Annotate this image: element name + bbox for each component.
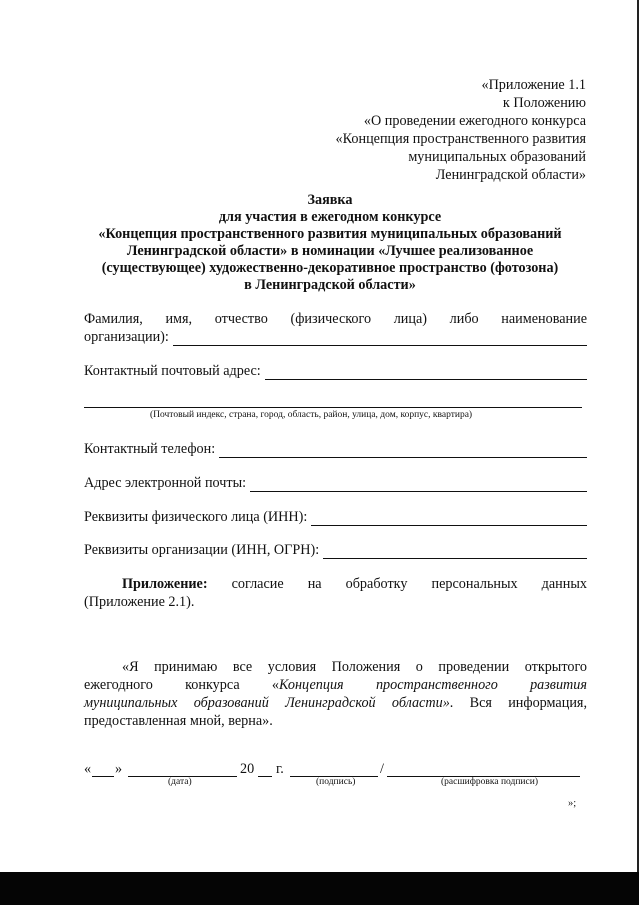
slash: / <box>380 761 384 777</box>
email-field <box>84 474 587 492</box>
decode-hint: (расшифровка подписи) <box>441 777 538 787</box>
email-label: Адрес электронной почты: <box>84 475 247 491</box>
name-field <box>84 328 587 346</box>
declaration-line <box>84 676 587 694</box>
name-field-label-cont: организации): <box>84 329 169 345</box>
declaration-line: «Я принимаю все условия Положения о проведении открытого <box>122 659 587 675</box>
closing-quote: »; <box>568 798 577 809</box>
attachment-text-cont: (Приложение 2.1). <box>84 594 195 610</box>
address-input-line-2[interactable] <box>84 407 582 408</box>
org-requisites-label: Реквизиты организации (ИНН, ОГРН): <box>84 542 320 558</box>
annex-line: «Концепция пространственного развития <box>335 131 586 147</box>
sign-hint: (подпись) <box>316 777 356 787</box>
title-line: Заявка <box>307 192 353 208</box>
annex-line: Ленинградской области» <box>435 167 586 183</box>
org-requisites-input-line[interactable] <box>323 544 587 559</box>
phone-field <box>84 440 587 458</box>
person-requisites-field <box>84 508 587 526</box>
declaration-line: предоставленная мной, верна». <box>84 713 273 729</box>
year-prefix: 20 <box>240 761 255 777</box>
declaration-text: . Вся информация, <box>449 695 587 711</box>
annex-line: «О проведении ежегодного конкурса <box>363 113 586 129</box>
org-requisites-field <box>84 541 587 559</box>
address-hint: (Почтовый индекс, страна, город, область, район, улица, дом, корпус, квартира) <box>150 410 473 420</box>
address-label: Контактный почтовый адрес: <box>84 363 261 379</box>
contest-name-italic: муниципальных образований Ленинградской области» <box>84 695 450 711</box>
title-line: в Ленинградской области» <box>244 277 416 293</box>
address-field <box>84 362 587 380</box>
address-input-line[interactable] <box>265 365 587 380</box>
date-close-quote: » <box>115 761 123 777</box>
name-input-line[interactable] <box>173 331 587 346</box>
annex-header <box>336 76 586 184</box>
title-line: «Концепция пространственного развития муниципальных образований <box>98 226 562 242</box>
contest-name-italic: Концепция пространственного развития <box>279 677 587 693</box>
attachment-text: согласие на обработку персональных данных <box>207 576 587 592</box>
application-title <box>60 192 600 294</box>
year-suffix: г. <box>276 761 284 777</box>
name-field-label: Фамилия, имя, отчество (физического лица) либо наименование <box>84 311 587 327</box>
annex-line: муниципальных образований <box>408 149 586 165</box>
date-open-quote: « <box>84 761 92 777</box>
title-line: (существующее) художественно-декоративное пространство (фотозона) <box>101 260 559 276</box>
person-requisites-input-line[interactable] <box>311 511 587 526</box>
title-line: Ленинградской области» в номинации «Лучшее реализованное <box>126 243 534 259</box>
phone-input-line[interactable] <box>219 443 587 458</box>
year-input-line[interactable] <box>258 775 272 777</box>
person-requisites-label: Реквизиты физического лица (ИНН): <box>84 509 308 525</box>
annex-line: к Положению <box>502 95 586 111</box>
title-line: для участия в ежегодном конкурсе <box>218 209 442 225</box>
attachment-line <box>84 575 587 593</box>
email-input-line[interactable] <box>250 477 587 492</box>
declaration-line <box>84 694 587 712</box>
scan-edge-bottom <box>0 872 639 905</box>
day-input-line[interactable] <box>92 775 114 777</box>
date-hint: (дата) <box>168 777 192 787</box>
phone-label: Контактный телефон: <box>84 441 216 457</box>
declaration-text: ежегодного конкурса « <box>84 677 280 693</box>
attachment-label: Приложение: <box>122 576 208 592</box>
annex-line: «Приложение 1.1 <box>481 77 586 93</box>
